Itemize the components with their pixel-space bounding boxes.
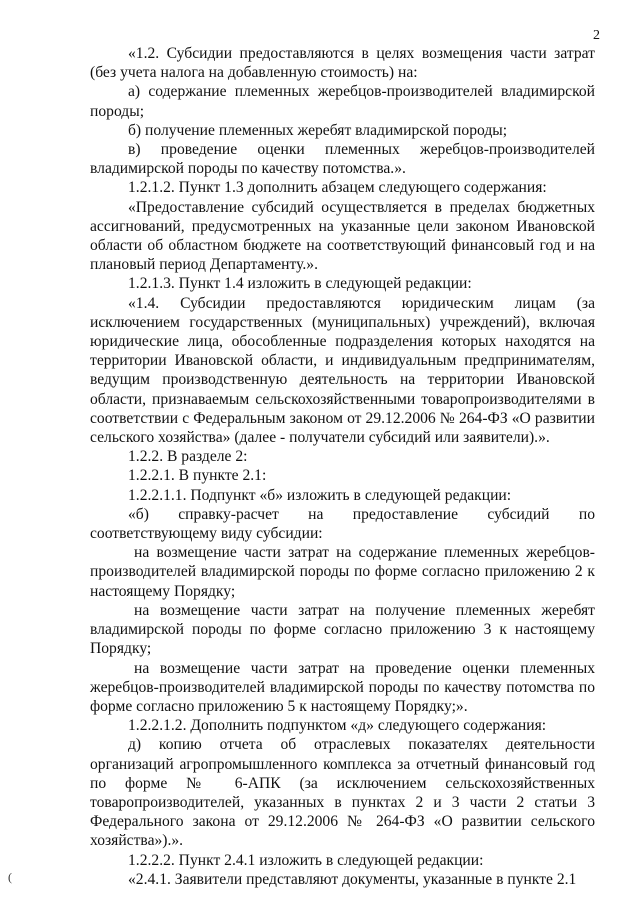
paragraph: д) копию отчета об отраслевых показателях деятельности организаций агропромышленного комплекса за отчетный финансовый год по форме № 6-АПК (за исключением сельскохозяйственных товаропроизводителей, указанных в пунктах 2 и 3 части 2 статьи 3 Федерального закона от 29.12.2006 № 264-ФЗ «О развитии сельского хозяйства»).». xyxy=(90,736,595,850)
page-number: 2 xyxy=(593,28,600,43)
paragraph: «2.4.1. Заявители представляют документы, указанные в пункте 2.1 xyxy=(128,870,577,888)
paragraph: 1.2.2.1.1. Подпункт «б» изложить в следующей редакции: xyxy=(128,486,512,504)
paragraph: а) содержание племенных жеребцов-производителей владимирской породы; xyxy=(90,83,595,120)
paragraph: «1.2. Субсидии предоставляются в целях возмещения части затрат (без учета налога на добавленную стоимость) на: xyxy=(90,45,595,82)
scan-edge-mark: ( xyxy=(8,870,12,884)
paragraph: 1.2.2. В разделе 2: xyxy=(128,448,248,466)
document-body xyxy=(90,44,595,889)
paragraph: б) получение племенных жеребят владимирской породы; xyxy=(128,121,508,139)
paragraph: на возмещение части затрат на получение племенных жеребят владимирской породы по форме согласно приложению 3 к настоящему Порядку; xyxy=(90,601,595,658)
paragraph: 1.2.1.3. Пункт 1.4 изложить в следующей редакции: xyxy=(128,275,472,293)
paragraph: на возмещение части затрат на содержание племенных жеребцов-производителей владимирской породы по форме согласно приложению 2 к настоящему Порядку; xyxy=(90,544,595,600)
paragraph: 1.2.2.2. Пункт 2.4.1 изложить в следующей редакции: xyxy=(128,851,484,869)
paragraph: в) проведение оценки племенных жеребцов-производителей владимирской породы по качеству потомства.». xyxy=(90,141,595,178)
paragraph: 1.2.1.2. Пункт 1.3 дополнить абзацем следующего содержания: xyxy=(128,179,547,197)
paragraph: 1.2.2.1. В пункте 2.1: xyxy=(128,467,267,485)
paragraph: «Предоставление субсидий осуществляется в пределах бюджетных ассигнований, предусмотренных на указанные цели законом Ивановской области об областном бюджете на соответствующий финансовый год и на плановый период Департаменту.». xyxy=(90,198,595,274)
paragraph: «б) справку-расчет на предоставление субсидий по соответствующему виду субсидии: xyxy=(90,505,595,543)
paragraph: на возмещение части затрат на проведение оценки племенных жеребцов-производителей владимирской породы по качеству потомства по форме согласно приложению 5 к настоящему Порядку;». xyxy=(90,659,595,715)
paragraph: «1.4. Субсидии предоставляются юридическим лицам (за исключением государственных (муниципальных) учреждений), включая юридические лица, обособленные подразделения которых находятся на территории Ивановской области, и индивидуальным предпринимателям, ведущим производственную деятельность на территории Ивановской области, признаваемым сельскохозяйственными товаропроизводителями в соответствии с Федеральным законом от 29.12.2006 № 264-ФЗ «О развитии сельского хозяйства» (далее - получатели субсидий или заявители).». xyxy=(90,294,595,447)
paragraph: 1.2.2.1.2. Дополнить подпунктом «д» следующего содержания: xyxy=(128,717,547,735)
